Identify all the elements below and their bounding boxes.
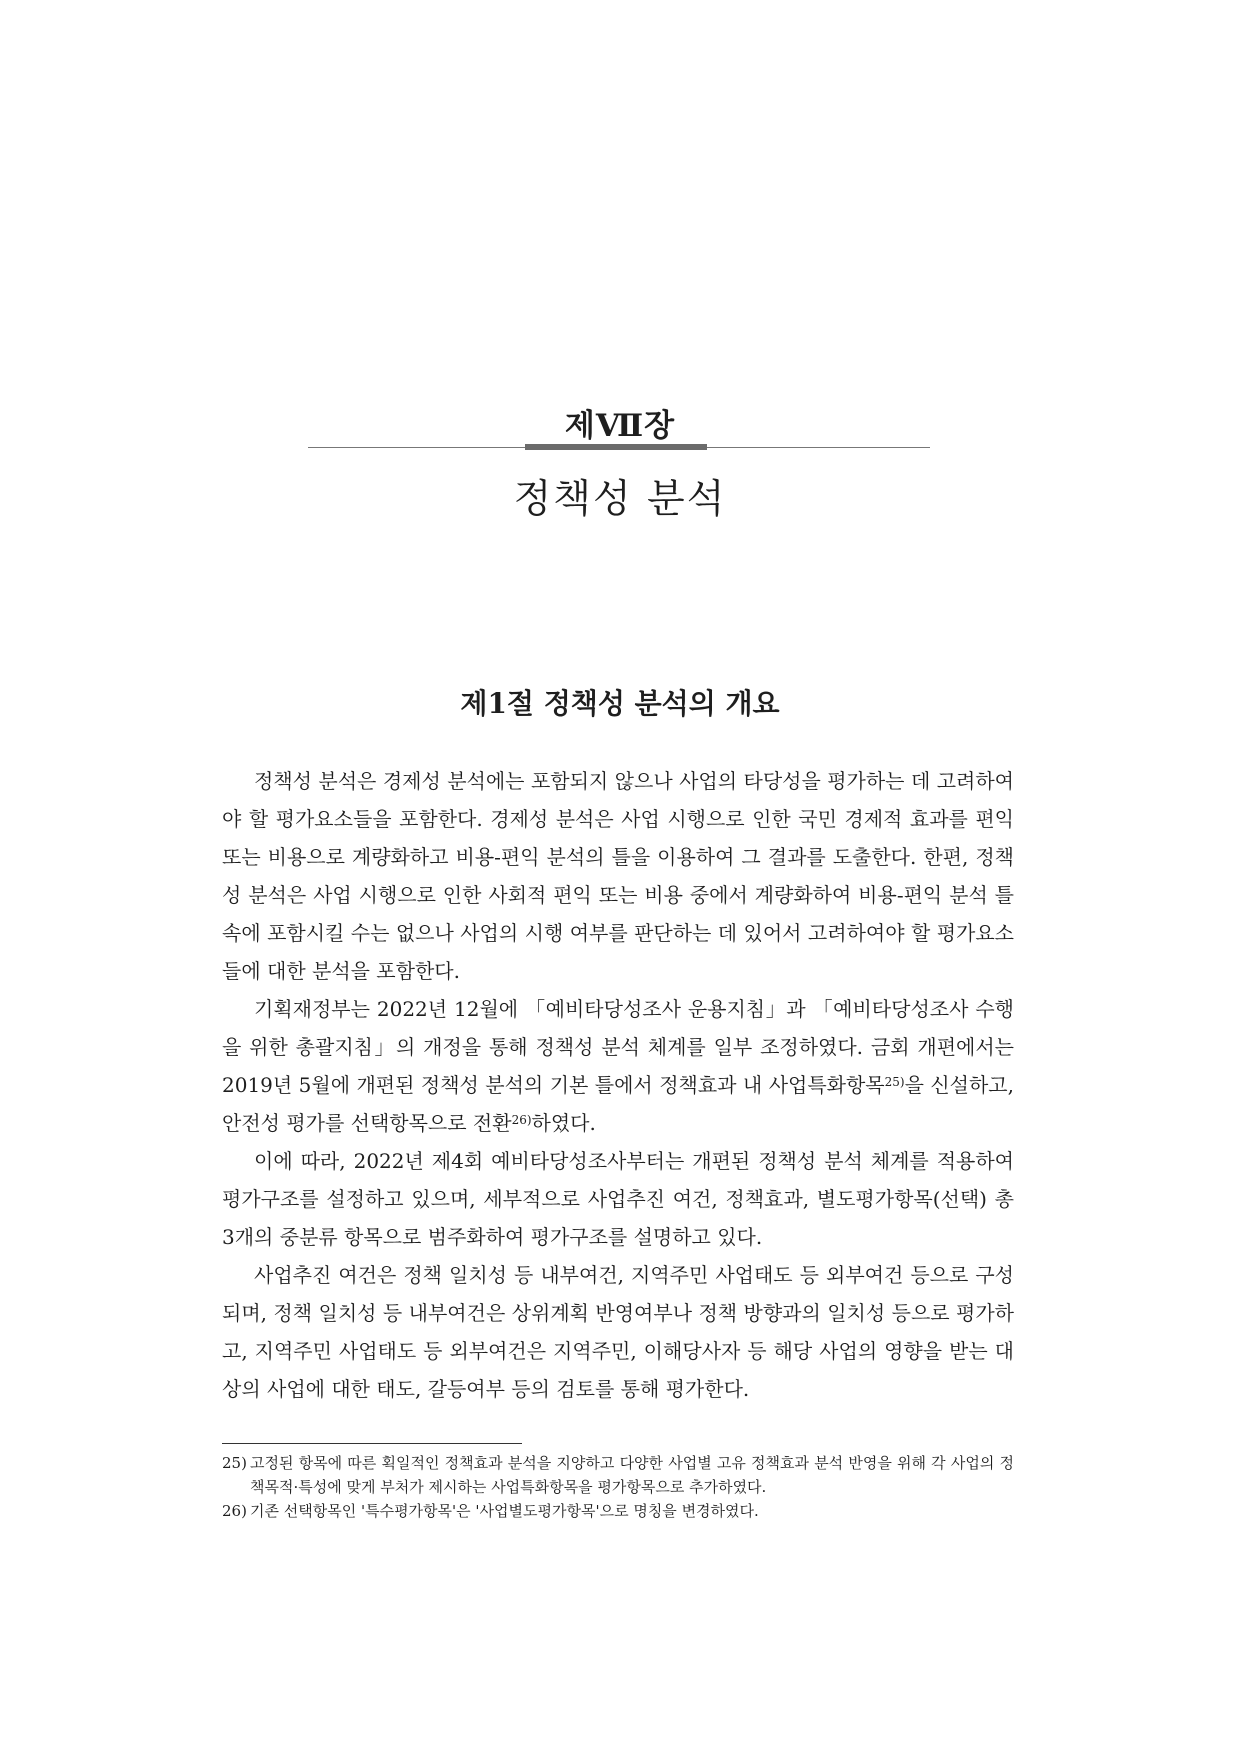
footnote-ref-25[interactable]: 25) — [884, 1075, 905, 1089]
footnote-text: 고정된 항목에 따른 획일적인 정책효과 분석을 지양하고 다양한 사업별 고유 정책효과 분석 반영을 위해 각 사업의 정책목적·특성에 맞게 부처가 제시하는 사업특화항목을 평가항목으로 추가하였다. — [250, 1454, 1014, 1496]
paragraph-2 — [222, 990, 1014, 1142]
paragraph-2-text-c: 하였다. — [531, 1111, 596, 1135]
footnote-divider — [222, 1443, 522, 1444]
footnote-number: 26) — [222, 1502, 247, 1520]
footnote-number: 25) — [222, 1454, 247, 1472]
paragraph-2-text-a: 기획재정부는 2022년 12월에 「예비타당성조사 운용지침」과 「예비타당성조사 수행을 위한 총괄지침」의 개정을 통해 정책성 분석 체계를 일부 조정하였다. 금회 개편에서는 2019년 5월에 개편된 정책성 분석의 기본 틀에서 정책효과 내 사업특화항목 — [222, 997, 1014, 1097]
body-text — [222, 762, 1014, 1408]
footnote-ref-26[interactable]: 26) — [511, 1113, 532, 1127]
chapter-divider-accent — [525, 444, 707, 450]
paragraph-3: 이에 따라, 2022년 제4회 예비타당성조사부터는 개편된 정책성 분석 체계를 적용하여 평가구조를 설정하고 있으며, 세부적으로 사업추진 여건, 정책효과, 별도평가항목(선택) 총 3개의 중분류 항목으로 범주화하여 평가구조를 설명하고 있다. — [222, 1149, 1014, 1249]
paragraph-1: 정책성 분석은 경제성 분석에는 포함되지 않으나 사업의 타당성을 평가하는 데 고려하여야 할 평가요소들을 포함한다. 경제성 분석은 사업 시행으로 인한 국민 경제적 효과를 편익 또는 비용으로 계량화하고 비용-편익 분석의 틀을 이용하여 그 결과를 도출한다. 한편, 정책성 분석은 사업 시행으로 인한 사회적 편익 또는 비용 중에서 계량화하여 비용-편익 분석 틀 속에 포함시킬 수는 없으나 사업의 시행 여부를 판단하는 데 있어서 고려하여야 할 평가요소들에 대한 분석을 포함한다. — [222, 769, 1014, 983]
footnote-text: 기존 선택항목인 '특수평가항목'은 '사업별도평가항목'으로 명칭을 변경하였다. — [250, 1502, 759, 1520]
footnote-25 — [222, 1451, 1014, 1499]
chapter-label: 제Ⅶ장 — [564, 408, 676, 444]
footnotes — [222, 1451, 1014, 1523]
chapter-title: 정책성 분석 — [513, 477, 727, 522]
footnote-26 — [222, 1499, 1014, 1523]
paragraph-2-text-b: 을 신설하고, 안전성 평가를 선택항목으로 전환 — [222, 1073, 1014, 1135]
paragraph-4: 사업추진 여건은 정책 일치성 등 내부여건, 지역주민 사업태도 등 외부여건 등으로 구성되며, 정책 일치성 등 내부여건은 상위계획 반영여부나 정책 방향과의 일치성 등으로 평가하고, 지역주민 사업태도 등 외부여건은 지역주민, 이해당사자 등 해당 사업의 영향을 받는 대상의 사업에 대한 태도, 갈등여부 등의 검토를 통해 평가한다. — [222, 1263, 1014, 1401]
section-title: 제1절 정책성 분석의 개요 — [460, 687, 780, 720]
